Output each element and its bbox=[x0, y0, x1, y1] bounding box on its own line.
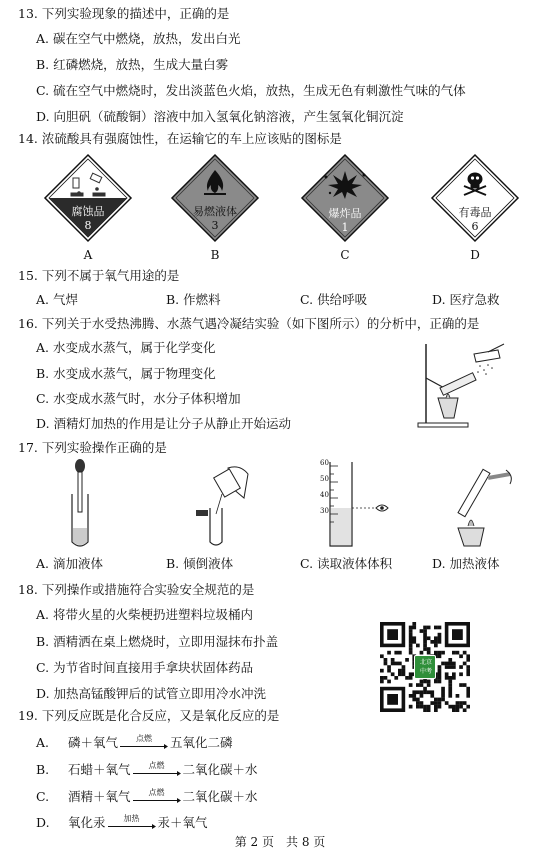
sign-text: 易燃液体 bbox=[193, 205, 237, 218]
q15-option-c: C. 供给呼吸 bbox=[300, 292, 368, 307]
reactants: 氧化汞 bbox=[68, 815, 106, 830]
page-footer: 第 2 页 共 8 页 bbox=[234, 835, 326, 849]
hazard-sign-corrosive bbox=[43, 153, 133, 243]
q13-option-a: A. 碳在空气中燃烧，放热，发出白光 bbox=[36, 31, 241, 46]
q18-option-b: B. 酒精洒在桌上燃烧时，立即用湿抹布扑盖 bbox=[36, 634, 279, 649]
q18-option-a: A. 将带火星的火柴梗扔进塑料垃圾桶内 bbox=[36, 607, 253, 622]
q18-option-c: C. 为节省时间直接用手拿块状固体药品 bbox=[36, 660, 254, 675]
cylinder-tick-40: 40 bbox=[320, 491, 329, 499]
q17-option-a: A. 滴加液体 bbox=[36, 556, 103, 571]
q16-stem: 16. 下列关于水受热沸腾、水蒸气遇冷凝结实验（如下图所示）的分析中，正确的是 bbox=[18, 316, 480, 331]
sign-text: 腐蚀品 bbox=[71, 205, 105, 218]
products: 二氧化碳＋水 bbox=[182, 789, 258, 804]
reaction-arrow bbox=[120, 735, 168, 750]
q17-option-d: D. 加热液体 bbox=[432, 556, 500, 571]
qr-logo bbox=[414, 655, 436, 679]
q16-option-b: B. 水变成水蒸气，属于物理变化 bbox=[36, 366, 216, 381]
sign-number: 3 bbox=[211, 219, 219, 232]
reactants: 酒精＋氧气 bbox=[68, 789, 131, 804]
sign-text: 爆炸品 bbox=[328, 207, 362, 220]
reaction-condition: 点燃 bbox=[136, 733, 153, 743]
graduated-cylinder-figure bbox=[318, 458, 398, 550]
q14-stem: 14. 浓硫酸具有强腐蚀性，在运输它的车上应该贴的图标是 bbox=[18, 131, 342, 146]
sign-number: 6 bbox=[471, 220, 479, 233]
reaction-arrow bbox=[133, 762, 181, 777]
hazard-sign-toxic bbox=[430, 153, 520, 243]
q16-option-d: D. 酒精灯加热的作用是让分子从静止开始运动 bbox=[36, 416, 292, 431]
pouring-liquid-figure bbox=[188, 458, 258, 550]
reaction-arrow bbox=[133, 789, 181, 804]
qr-logo-text-2: 中考 bbox=[419, 668, 432, 675]
hazard-sign-flammable bbox=[170, 153, 260, 243]
q15-option-a: A. 气焊 bbox=[36, 292, 78, 307]
q17-stem: 17. 下列实验操作正确的是 bbox=[18, 440, 167, 455]
sign-letter-a: A bbox=[83, 248, 93, 262]
cylinder-tick-50: 50 bbox=[320, 475, 329, 483]
reaction-condition: 点燃 bbox=[148, 787, 165, 797]
q16-option-a: A. 水变成水蒸气，属于化学变化 bbox=[36, 340, 216, 355]
sign-letter-c: C bbox=[340, 248, 350, 262]
q17-option-c: C. 读取液体体积 bbox=[300, 556, 393, 571]
q13-option-d: D. 向胆矾（硫酸铜）溶液中加入氢氧化钠溶液，产生氢氧化铜沉淀 bbox=[36, 109, 404, 124]
q19-option-b bbox=[36, 760, 258, 778]
q15-option-b: B. 作燃料 bbox=[166, 292, 221, 307]
q19-stem: 19. 下列反应既是化合反应，又是氧化反应的是 bbox=[18, 708, 280, 723]
cylinder-tick-30: 30 bbox=[320, 507, 329, 515]
dropper-figure bbox=[60, 458, 100, 550]
boiling-water-apparatus-figure bbox=[408, 338, 508, 430]
sign-number: 8 bbox=[84, 219, 92, 232]
q15-stem: 15. 下列不属于氧气用途的是 bbox=[18, 268, 180, 283]
cylinder-tick-60: 60 bbox=[320, 459, 329, 467]
q17-option-b: B. 倾倒液体 bbox=[166, 556, 234, 571]
option-letter: D. bbox=[36, 814, 50, 830]
reaction-condition: 点燃 bbox=[148, 760, 165, 770]
reactants: 石蜡＋氧气 bbox=[68, 762, 131, 777]
sign-text: 有毒品 bbox=[458, 206, 492, 219]
q19-option-d bbox=[36, 813, 208, 831]
q19-option-c bbox=[36, 787, 258, 805]
sign-number: 1 bbox=[341, 221, 349, 234]
option-letter: A. bbox=[36, 734, 50, 750]
products: 汞＋氧气 bbox=[157, 815, 208, 830]
option-letter: C. bbox=[36, 788, 50, 804]
q19-option-a bbox=[36, 733, 233, 751]
q15-option-d: D. 医疗急救 bbox=[432, 292, 500, 307]
q13-option-c: C. 硫在空气中燃烧时，发出淡蓝色火焰，放热，生成无色有刺激性气味的气体 bbox=[36, 83, 466, 98]
qr-code bbox=[380, 622, 470, 712]
reactants: 磷＋氧气 bbox=[68, 735, 119, 750]
q16-option-c: C. 水变成水蒸气时，水分子体积增加 bbox=[36, 391, 241, 406]
sign-letter-b: B bbox=[210, 248, 220, 262]
qr-logo-text-1: 北京 bbox=[419, 659, 432, 666]
q18-stem: 18. 下列操作或措施符合实验安全规范的是 bbox=[18, 582, 255, 597]
sign-letter-d: D bbox=[470, 248, 480, 262]
hazard-sign-explosive bbox=[300, 153, 390, 243]
q13-option-b: B. 红磷燃烧，放热，生成大量白雾 bbox=[36, 57, 229, 72]
products: 二氧化碳＋水 bbox=[182, 762, 258, 777]
reaction-condition: 加热 bbox=[123, 813, 140, 823]
q13-stem: 13. 下列实验现象的描述中，正确的是 bbox=[18, 6, 230, 21]
option-letter: B. bbox=[36, 761, 50, 777]
products: 五氧化二磷 bbox=[170, 735, 233, 750]
reaction-arrow bbox=[108, 815, 156, 830]
heating-liquid-figure bbox=[448, 458, 528, 550]
q18-option-d: D. 加热高锰酸钾后的试管立即用冷水冲洗 bbox=[36, 686, 267, 701]
